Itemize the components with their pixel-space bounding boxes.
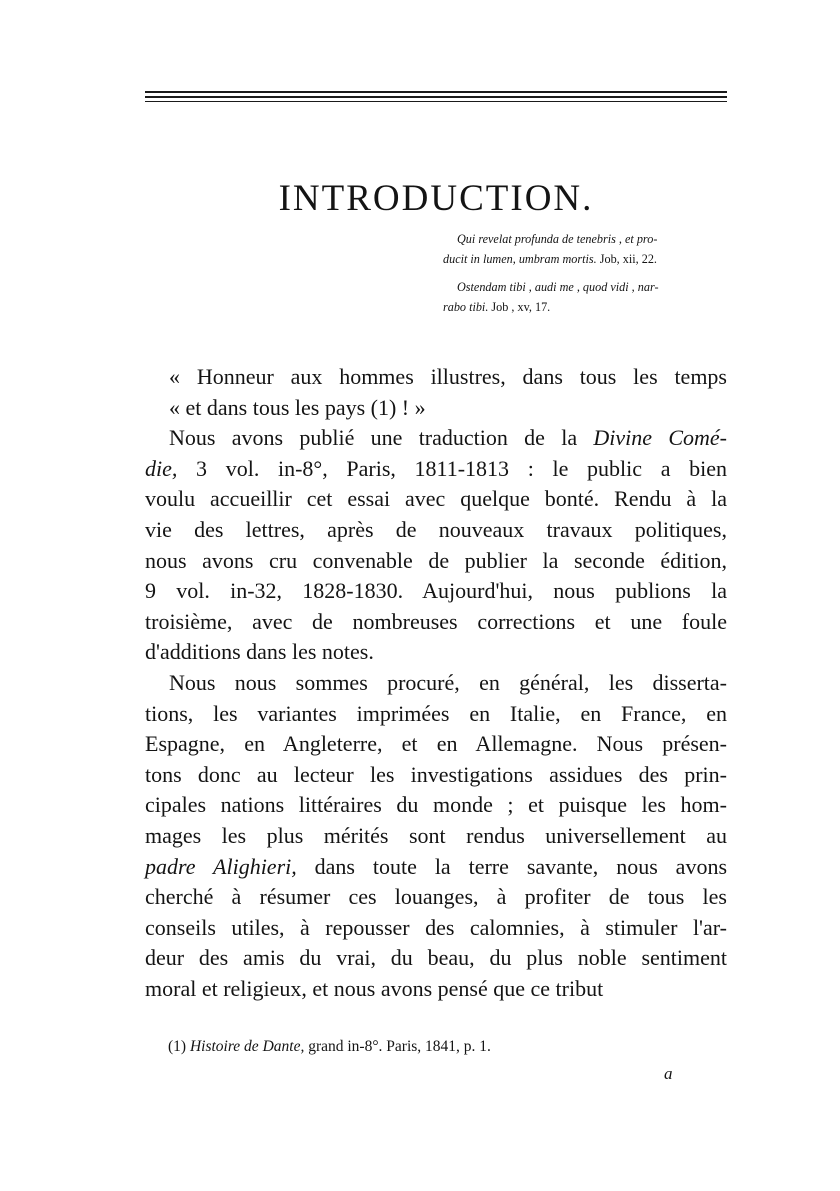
body-text-run: 9 vol. in-32, 1828-1830. Aujourd'hui, nous publions la — [145, 578, 727, 604]
body-line — [145, 852, 727, 883]
body-line — [145, 637, 727, 668]
epigraph-citation: Job , xv, 17. — [491, 300, 551, 314]
body-text-run: tons donc au lecteur les investigations assidues des prin- — [145, 761, 727, 787]
body-line — [145, 668, 727, 699]
epigraph-line-with-citation — [443, 297, 732, 317]
body-line — [145, 729, 727, 760]
body-text-run: mages les plus mérités sont rendus universellement au — [145, 822, 727, 848]
body-text-run: cipales nations littéraires du monde ; et puisque les hom- — [145, 792, 727, 818]
body-italic-text: Divine Comé- — [593, 425, 727, 451]
page-title: INTRODUCTION. — [278, 177, 594, 219]
body-text-run: « et dans tous les pays (1) ! » — [169, 394, 426, 420]
body-text-run: d'additions dans les notes. — [145, 639, 374, 665]
epigraph-2 — [443, 277, 732, 317]
body-text-run: Nous avons publié une traduction de la — [169, 425, 594, 451]
footnote-title: Histoire de Dante, — [189, 1038, 305, 1055]
epigraph-line: ducit in lumen, umbram mortis. — [443, 252, 597, 266]
body-text — [145, 362, 727, 1004]
epigraph-citation: Job, xii, 22. — [599, 252, 657, 266]
body-line — [145, 913, 727, 944]
body-line — [145, 790, 727, 821]
body-line — [145, 882, 727, 913]
body-text-run: vie des lettres, après de nouveaux travaux politiques, — [145, 516, 727, 542]
body-line — [145, 943, 727, 974]
body-line — [145, 974, 727, 1005]
body-line — [145, 699, 727, 730]
body-text-run: « Honneur aux hommes illustres, dans tous les temps — [169, 364, 727, 389]
body-italic-text: die, — [145, 455, 178, 481]
footnote — [168, 1038, 728, 1056]
body-text-run: nous avons cru convenable de publier la seconde édition, — [145, 547, 727, 573]
body-text-run: deur des amis du vrai, du beau, du plus noble sentiment — [145, 945, 727, 971]
header-rule-bottom — [145, 101, 727, 102]
footnote-details: grand in-8°. Paris, 1841, p. 1. — [308, 1038, 491, 1055]
body-text-run: tions, les variantes imprimées en Italie, en France, en — [145, 700, 727, 726]
epigraph-line: rabo tibi. — [443, 300, 489, 314]
body-italic-text: padre Alighieri, — [145, 853, 297, 879]
body-text-run: 3 vol. in-8°, Paris, 1811-1813 : le public a bien — [177, 455, 727, 481]
body-text-run: moral et religieux, et nous avons pensé que ce tribut — [145, 975, 604, 1001]
body-line — [145, 576, 727, 607]
signature-mark: a — [664, 1064, 673, 1083]
epigraph-line: Ostendam tibi , audi me , quod vidi , nar- — [457, 280, 659, 294]
body-text-run: Nous nous sommes procuré, en général, les disserta- — [169, 669, 727, 695]
body-text-run: troisième, avec de nombreuses corrections et une foule — [145, 608, 727, 634]
body-text-run: voulu accueillir cet essai avec quelque bonté. Rendu à la — [145, 486, 727, 512]
body-text-run: conseils utiles, à repousser des calomnies, à stimuler l'ar- — [145, 914, 727, 940]
body-line — [145, 607, 727, 638]
body-line — [145, 393, 727, 424]
header-rule-middle — [145, 96, 727, 98]
body-text-run: dans toute la terre savante, nous avons — [296, 853, 728, 879]
body-line — [145, 484, 727, 515]
epigraph-1 — [443, 229, 732, 269]
body-line — [145, 546, 727, 577]
body-text-run: cherché à résumer ces louanges, à profiter de tous les — [145, 884, 727, 910]
footnote-marker: (1) — [168, 1038, 187, 1055]
header-rule-top — [145, 91, 727, 93]
epigraph-line-with-citation — [443, 249, 732, 269]
body-line — [145, 454, 727, 485]
body-line — [145, 362, 727, 393]
epigraph-line: Qui revelat profunda de tenebris , et pro- — [457, 232, 658, 246]
body-line — [145, 821, 727, 852]
body-line — [145, 423, 727, 454]
body-text-run: Espagne, en Angleterre, et en Allemagne. Nous présen- — [145, 731, 727, 757]
body-line — [145, 515, 727, 546]
body-line — [145, 760, 727, 791]
